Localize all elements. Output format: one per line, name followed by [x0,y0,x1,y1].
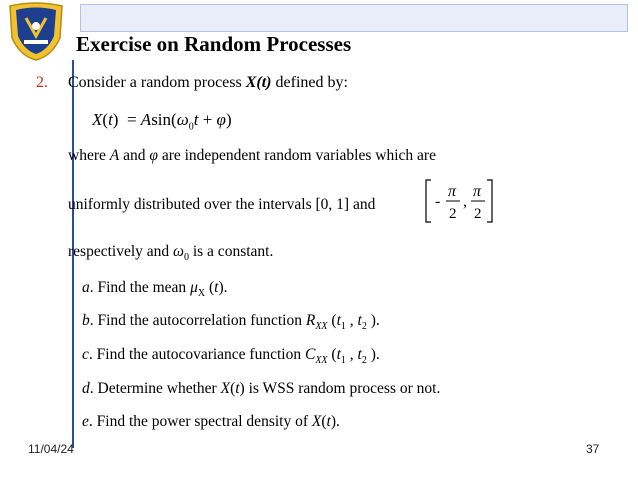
page-number: 37 [586,442,600,456]
process-equation: $X(t) = Asin(\omega_0t + \varphi)$ [92,110,232,133]
university-logo [4,2,68,62]
header-bar [80,4,628,32]
paragraph-uniform: uniformly distributed over the intervals [0, 1] and [68,196,376,213]
part-d: d. Determine whether X(t) is WSS random process or not. [82,380,441,397]
paragraph-respectively: respectively and $\omega_0$ is a constant. [68,243,274,264]
svg-text:-: - [435,193,441,210]
svg-text:2: 2 [449,206,457,222]
paragraph-where: where A and φ are independent random variables which are [68,147,436,164]
part-b: b. Find the autocorrelation function $R_{XX}$ ($t_1$ , $t_2$ ). [82,312,380,333]
svg-text:2: 2 [474,206,482,222]
part-e: e. Find the power spectral density of X(t). [82,413,340,430]
footer-date: 11/04/24 [28,442,74,456]
intro-text: Consider a random process X(t) defined by: [68,74,348,91]
svg-text:π: π [448,183,457,200]
part-c: c. Find the autocovariance function $C_{XX}$ ($t_1$ , $t_2$ ). [82,346,380,367]
svg-text:π: π [473,183,482,200]
svg-text:,: , [463,193,467,210]
slide-title: Exercise on Random Processes [76,32,352,56]
item-number: 2. [36,74,48,91]
part-a: a. Find the mean $\mu_X$ (t). [82,279,228,300]
interval-pi-bracket [423,178,503,224]
